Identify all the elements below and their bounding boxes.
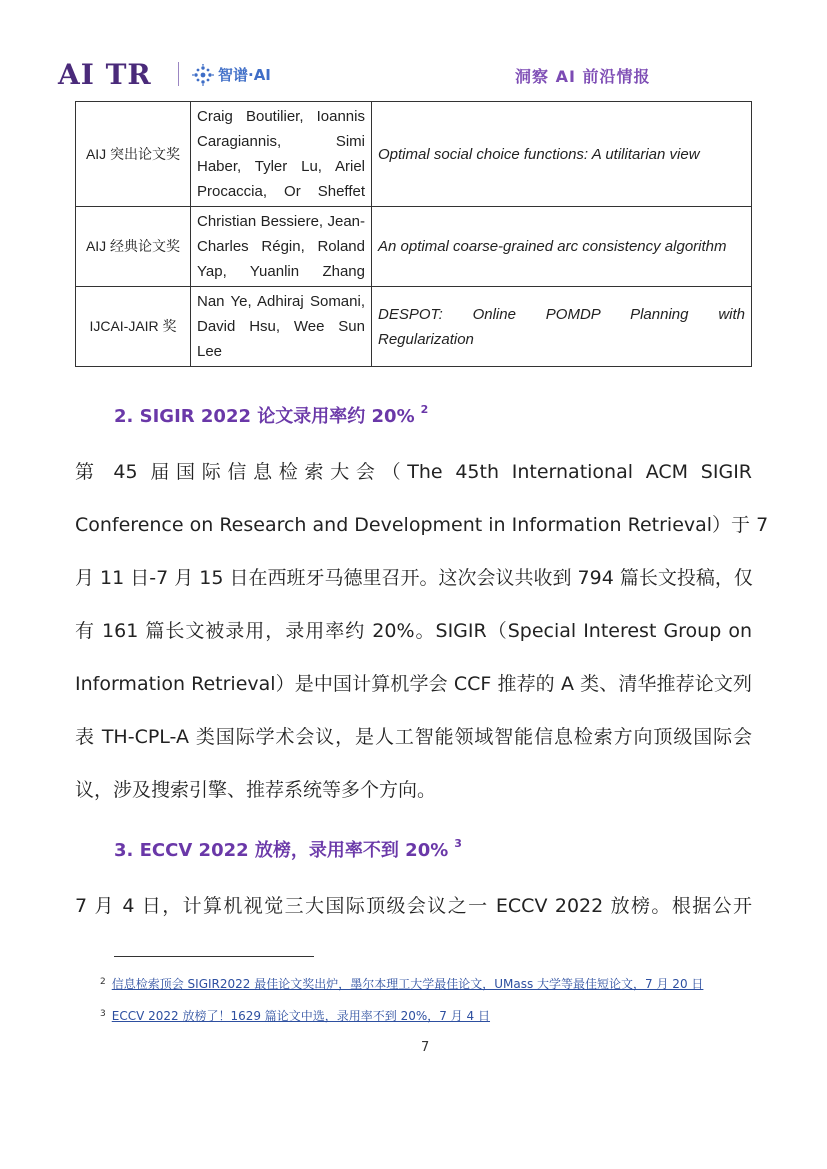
award-name: IJCAI-JAIR 奖 (76, 287, 191, 367)
paragraph-line: Conference on Research and Development in Information Retrieval）于 7 (75, 514, 769, 536)
section-heading-sigir: 2. SIGIR 2022 论文录用率约 20% $^2$ (114, 403, 429, 427)
paragraph-line: 表 TH-CPL-A 类国际学术会议，是人工智能领域智能信息检索方向顶级国际会 (75, 726, 752, 748)
paper-title: DESPOT: Online POMDP Planning with Regularization (372, 287, 752, 367)
footnote-divider (114, 956, 314, 957)
paper-title: An optimal coarse-grained arc consistency algorithm (372, 207, 752, 287)
paragraph-line: 有 161 篇长文被录用，录用率约 20%。SIGIR（Special Interest Group on (75, 620, 752, 642)
paragraph-line: 月 11 日-7 月 15 日在西班牙马德里召开。这次会议共收到 794 篇长文投稿，仅 (75, 567, 753, 589)
paragraph-line: 7 月 4 日，计算机视觉三大国际顶级会议之一 ECCV 2022 放榜。根据公开 (75, 895, 752, 917)
award-name: AIJ 突出论文奖 (76, 102, 191, 207)
footnote-ref[interactable]: 3 (454, 837, 462, 850)
table-row (76, 102, 752, 207)
page-number: 7 (421, 1040, 430, 1055)
sigir-paragraph (75, 446, 769, 817)
footnote-link[interactable]: 信息检索顶会 SIGIR2022 最佳论文奖出炉，墨尔本理工大学最佳论文，UMass 大学等最佳短论文，7 月 20 日 (111, 977, 704, 991)
paragraph-line: Information Retrieval）是中国计算机学会 CCF 推荐的 A 类、清华推荐论文列 (75, 673, 752, 695)
paragraph-line: 议，涉及搜索引擎、推荐系统等多个方向。 (75, 779, 437, 801)
section-heading-eccv: 3. ECCV 2022 放榜，录用率不到 20% $^3$ (114, 837, 462, 861)
page-header (58, 56, 658, 92)
table-row (76, 207, 752, 287)
award-name: AIJ 经典论文奖 (76, 207, 191, 287)
award-authors: Nan Ye, Adhiraj Somani, David Hsu, Wee Sun Lee (191, 287, 372, 367)
paper-title: Optimal social choice functions: A utilitarian view (372, 102, 752, 207)
footnote-link[interactable]: ECCV 2022 放榜了！1629 篇论文中选，录用率不到 20%，7 月 4 日 (111, 1009, 491, 1023)
aitr-logo: AI TR (58, 58, 152, 91)
zhipu-logo-icon (192, 64, 214, 86)
footnote-item: $^3$ ECCV 2022 放榜了！1629 篇论文中选，录用率不到 20%，7 月 4 日 (100, 1009, 491, 1023)
award-authors: Christian Bessiere, Jean- Charles Régin, Roland Yap, Yuanlin Zhang (191, 207, 372, 287)
paragraph-line: 第 45 届国际信息检索大会（The 45th International ACM SIGIR (75, 461, 752, 483)
table-row (76, 287, 752, 367)
footnote-item: $^2$ 信息检索顶会 SIGIR2022 最佳论文奖出炉，墨尔本理工大学最佳论文，UMass 大学等最佳短论文，7 月 20 日 (100, 977, 704, 991)
logo-divider (178, 62, 179, 86)
footnote-ref[interactable]: 2 (420, 403, 429, 416)
award-authors: Craig Boutilier, Ioannis Caragiannis, Simi Haber, Tyler Lu, Ariel Procaccia, Or Sheffet (191, 102, 372, 207)
zhipu-brand: 智谱·AI (218, 66, 271, 84)
awards-table (75, 101, 752, 367)
header-tagline: 洞察 AI 前沿情报 (515, 67, 651, 86)
eccv-paragraph (75, 880, 752, 933)
